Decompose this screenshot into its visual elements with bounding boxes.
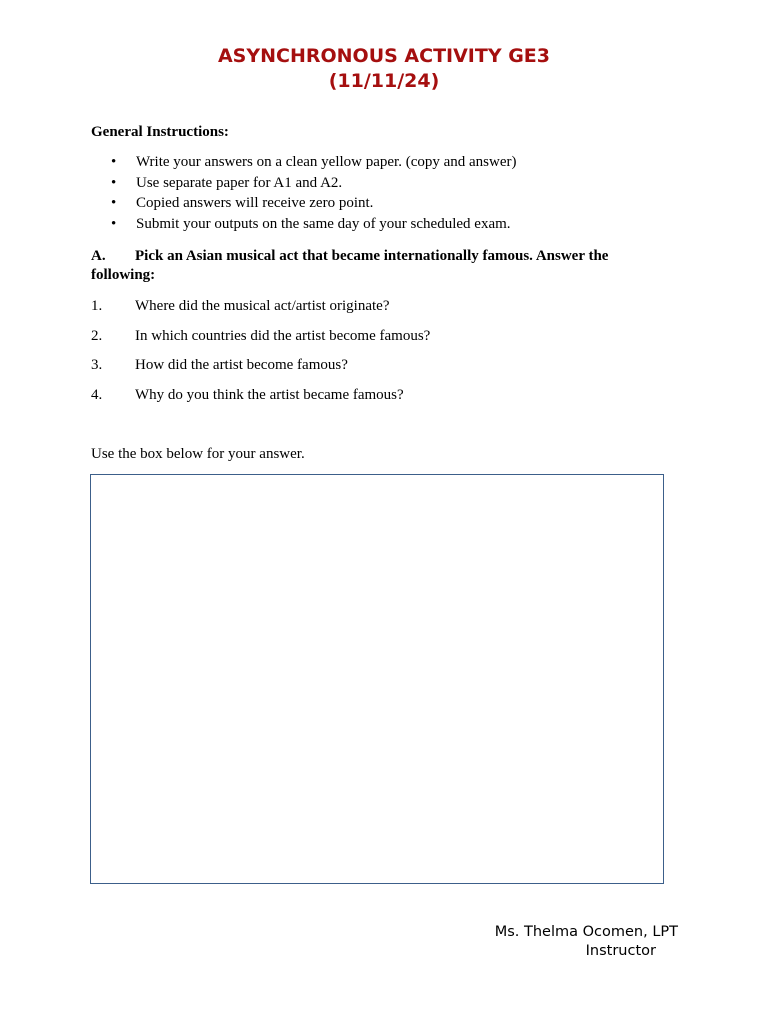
section-letter: A. — [91, 248, 106, 264]
answer-box-label: Use the box below for your answer. — [91, 446, 305, 462]
instruction-item — [111, 215, 517, 236]
question-text: Why do you think the artist became famous? — [135, 386, 404, 403]
question-number: 3. — [91, 357, 103, 374]
question-number: 1. — [91, 298, 103, 314]
question-item — [91, 297, 430, 327]
instructor-name: Ms. Thelma Ocomen, LPT — [494, 924, 678, 940]
question-text: Where did the musical act/artist originate? — [135, 298, 390, 314]
question-item — [91, 327, 430, 357]
question-text: How did the artist become famous? — [135, 357, 348, 374]
instructions-list — [111, 153, 517, 235]
signature-block — [440, 923, 678, 961]
document-title-line-1: ASYNCHRONOUS ACTIVITY GE3 — [217, 45, 551, 67]
question-number: 2. — [91, 327, 103, 344]
instruction-text: Copied answers will receive zero point. — [136, 195, 374, 211]
question-text: In which countries did the artist become famous? — [135, 327, 431, 344]
bullet-icon: • — [111, 174, 117, 191]
question-item — [91, 386, 430, 416]
question-item — [91, 356, 430, 386]
instruction-item — [111, 153, 517, 174]
instruction-item — [111, 174, 517, 195]
section-prompt-text: Pick an Asian musical act that became internationally famous. Answer the following: — [91, 248, 609, 283]
general-instructions-heading: General Instructions: — [91, 124, 229, 140]
instructor-role: Instructor — [585, 943, 656, 959]
instruction-text: Submit your outputs on the same day of your scheduled exam. — [136, 215, 511, 232]
instruction-text: Write your answers on a clean yellow paper. (copy and answer) — [136, 154, 517, 170]
section-a-prompt — [91, 247, 631, 285]
bullet-icon: • — [111, 215, 117, 232]
bullet-icon: • — [111, 195, 117, 211]
document-title-date: (11/11/24) — [328, 70, 440, 92]
question-number: 4. — [91, 386, 103, 403]
question-list — [91, 297, 430, 415]
answer-box[interactable] — [90, 474, 664, 884]
bullet-icon: • — [111, 154, 117, 170]
instruction-text: Use separate paper for A1 and A2. — [136, 174, 343, 191]
instruction-item — [111, 194, 517, 215]
